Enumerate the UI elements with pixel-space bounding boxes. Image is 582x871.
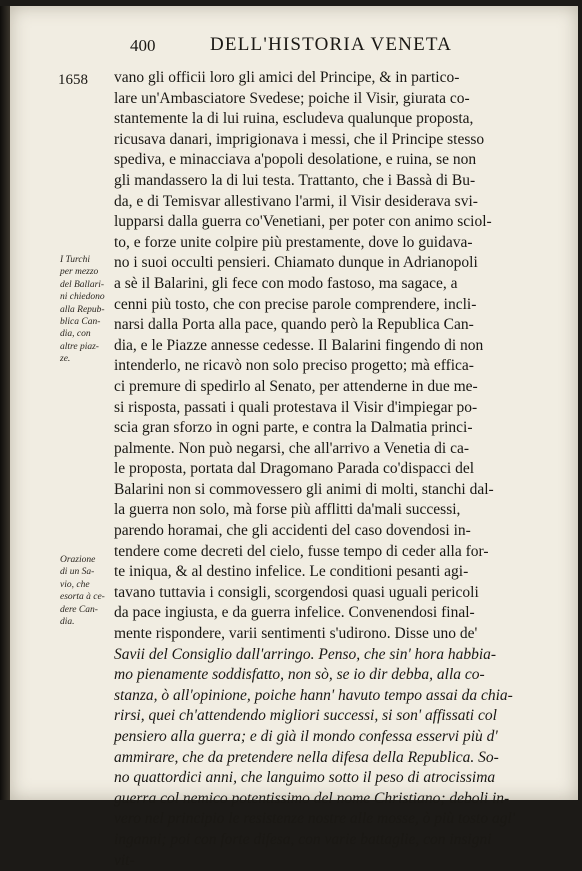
text-line: cenni più tosto, che con precise parole comprendere, incli- [114,295,477,313]
text-line: si risposta, passati i quali protestava il Visir d'impiegar po- [114,398,478,416]
text-line: lupparsi dalla guerra co'Venetiani, per poter con animo sciol- [114,213,492,231]
margin-note-line: vio, che [60,579,90,590]
margin-year: 1658 [58,72,88,88]
margin-note-line: I Turchi [60,255,90,265]
text-line: mente rispondere, varii sentimenti s'udirono. Disse uno de' [114,625,478,643]
text-line: parendo horamai, che gli accidenti del caso dovendosi in- [114,522,471,540]
body-text [114,68,566,871]
text-line: vit- [114,851,135,869]
text-line: pensiero alla guerra; e di già il mondo confessa esservi più d' [114,728,498,745]
text-line: spediva, e minacciava a'popoli desolatione, e ruina, se non [114,151,477,169]
text-line: inganni; poi con forte difesa, con varie battaglie, con insigni [114,830,492,848]
margin-note-line: dia. [60,617,75,628]
margin-note-turks [60,254,112,366]
book-page [10,6,578,869]
margin-note-line: di un Sa- [60,567,95,578]
margin-note-line: dere Can- [60,604,98,615]
text-line: no i suoi occulti pensieri. Chiamato dunque in Adrianopoli [114,254,478,272]
margin-note-line: alla Repub- [60,304,105,315]
text-line: Savii del Consiglio dall'arringo. Penso, che sin' hora habbia- [114,645,497,663]
text-line: ammirare, che da pretendere nella difesa della Republica. So- [114,748,499,766]
margin-note-line: per mezzo [60,267,99,278]
margin-note-oration [60,554,112,628]
text-line: narsi dalla Porta alla pace, quando però la Republica Can- [114,316,474,334]
text-line: gli mandassero la di lui testa. Trattanto, che i Bassà di Bu- [114,171,476,189]
text-line: la guerra non solo, mà forse più afflitti da'mali successi, [114,501,461,519]
text-line: guerra col nemico potentissimo del nome Christiano; deboli in- [114,789,510,807]
text-line: mo pienamente soddisfatto, non sò, se io dir debba, alla co- [114,666,485,684]
margin-note-line: ze. [60,354,71,365]
margin-note-line: Orazione [60,555,96,565]
margin-note-line: esorta à ce- [60,592,105,603]
text-line: stanza, ò all'opinione, poiche hann' havuto tempo assai da chia- [114,686,513,704]
margin-note-line: del Ballari- [60,279,105,290]
margin-note-line: blica Can- [60,317,101,328]
text-line: Balarini non si commovessero gli animi di molti, stanchi dal- [114,480,494,498]
margin-note-line: altre piaz- [60,341,99,352]
text-line: te iniqua, & al destino infelice. Le conditioni pesanti agi- [114,563,469,581]
text-line: intenderlo, ne ricavò non solo preciso progetto; mà effica- [114,357,474,375]
text-line: a sè il Balarini, gli fece con modo fastoso, ma sagace, a [114,274,458,292]
text-line: da, e di Temisvar allestivano l'armi, il Visir desiderava svi- [114,192,478,210]
text-line: ci premure di spedirlo al Senato, per attenderne in due me- [114,377,478,395]
text-line: dia, e le Piazze annesse cedesse. Il Balarini fingendo di non [114,336,484,354]
text-line: vano gli officii loro gli amici del Principe, & in partico- [114,69,460,86]
text-line: no quattordici anni, che languimo sotto il peso di atrocissima [114,769,496,787]
page-header [10,36,578,58]
text-line: ricusava danari, imprigionava i messi, che il Principe stesso [114,130,485,148]
text-line: scia gran sforzo in ogni parte, e contra la Dalmatia princi- [114,419,473,437]
page-gutter-shadow [0,6,10,800]
text-line: le proposta, portata dal Dragomano Parada co'dispacci del [114,460,475,478]
text-line: vero nel principio le resistenze nostre alle mosse, ò più tosto agl' [114,810,516,828]
text-line: tendere come decreti del cielo, fusse tempo di ceder alla for- [114,542,489,560]
text-line: da pace ingiusta, e da guerra infelice. Convenendosi final- [114,604,475,622]
text-line: to, e forze unite colpire più prestamente, dove lo guidava- [114,233,473,251]
page-number: 400 [130,36,156,55]
text-line: stantemente la di lui ruina, escludeva qualunque proposta, [114,110,474,128]
running-title: DELL'HISTORIA VENETA [210,34,453,55]
text-line: rirsi, quei ch'attendendo migliori successi, si son' affissati col [114,707,497,725]
text-line: lare un'Ambasciatore Svedese; poiche il Visir, giurata co- [114,89,470,107]
margin-note-line: ni chiedono [60,292,105,303]
text-line: tavano tuttavia i consigli, scorgendosi quasi uguali pericoli [114,583,479,601]
text-line: palmente. Non può negarsi, che all'arrivo a Venetia di ca- [114,439,469,457]
margin-note-line: dia, con [60,329,91,340]
